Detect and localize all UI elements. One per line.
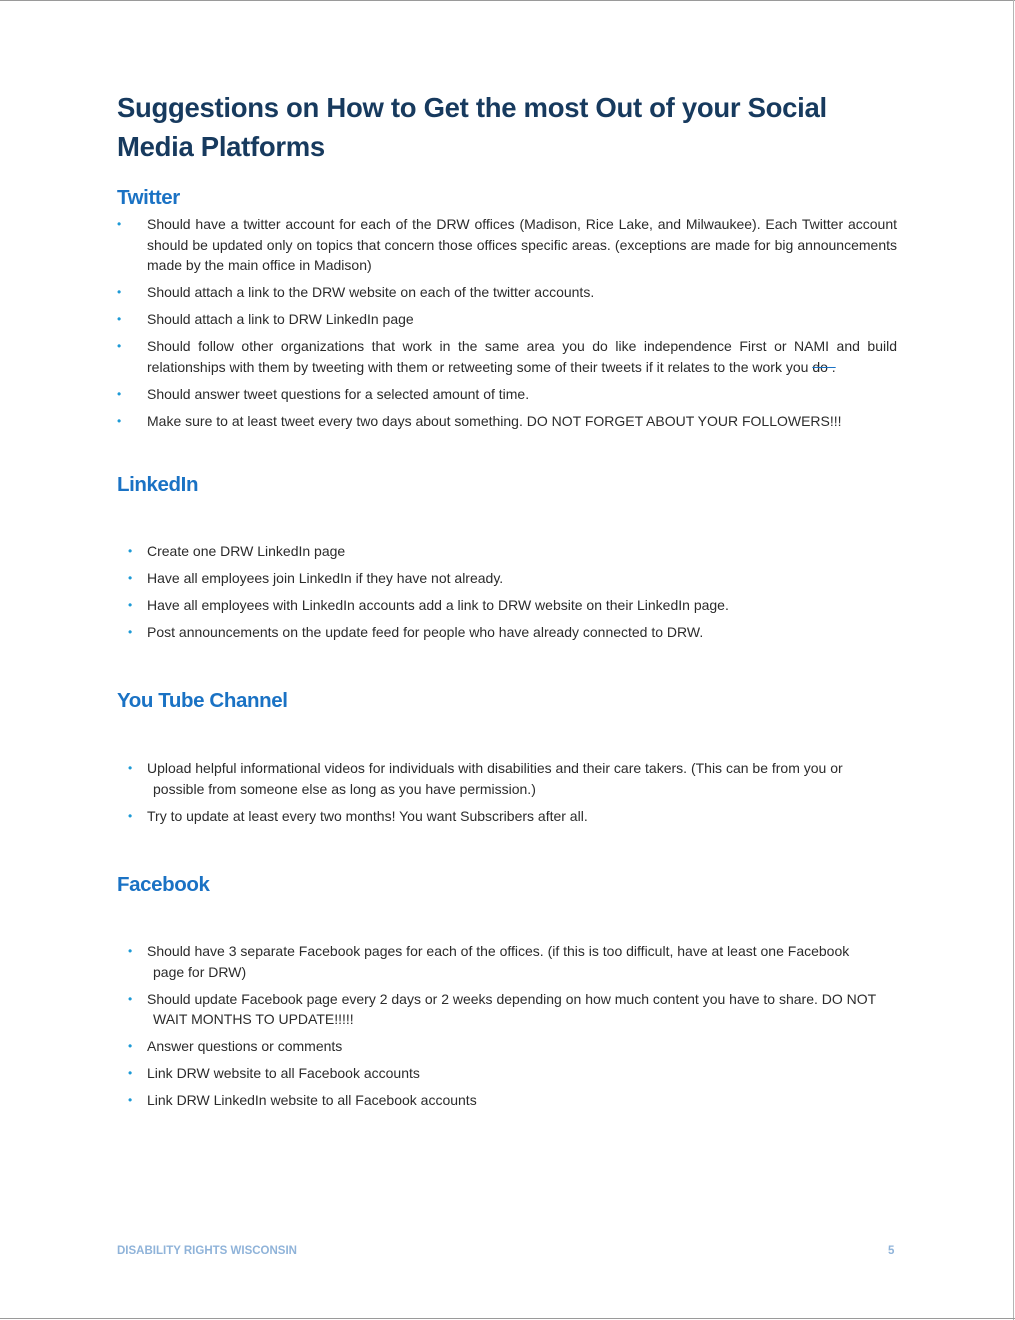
page-top-border [0,0,1015,1]
list-item [117,941,897,982]
bullet-icon: • [117,386,122,401]
facebook-list [117,941,897,1117]
facebook-heading: Facebook [117,873,210,896]
list-item-text: Link DRW website to all Facebook accounts [147,1065,420,1081]
list-item [117,214,897,276]
bullet-icon: • [117,339,122,353]
list-item [117,1063,897,1084]
list-item [117,1090,897,1111]
linkedin-list [117,541,897,649]
footer-organization: DISABILITY RIGHTS WISCONSIN [117,1245,297,1257]
bullet-icon: • [117,413,122,428]
bullet-icon: • [128,991,133,1006]
list-item [117,411,897,432]
list-item-text: Should answer tweet questions for a selected amount of time. [147,385,530,402]
list-item-text: Make sure to at least tweet every two days about something. DO NOT FORGET ABOUT YOUR FOLLOWERS!!! [147,412,842,429]
bullet-icon: • [117,285,122,299]
bullet-icon: • [128,625,133,639]
list-item [117,541,897,562]
twitter-heading: Twitter [117,186,180,209]
list-item-text: Should have 3 separate Facebook pages for each of the offices. (if this is too difficult, have at least one Facebook [147,943,850,959]
list-item-text: Should attach a link to the DRW website on each of the twitter accounts. [147,284,595,300]
list-item-text: Try to update at least every two months! You want Subscribers after all. [147,807,588,824]
twitter-list [117,214,897,438]
list-item [117,758,897,799]
list-item [117,595,897,616]
list-item-text: Should update Facebook page every 2 days or 2 weeks depending on how much content you have to share. DO NOT [147,990,877,1007]
list-item [117,282,897,303]
list-item-text: Answer questions or comments [147,1038,343,1054]
list-item [117,1036,897,1057]
list-item [117,989,897,1030]
bullet-icon: • [128,808,133,823]
bullet-icon: • [128,761,133,775]
bullet-icon: • [128,1039,133,1053]
page-number: 5 [888,1245,895,1257]
bullet-icon: • [128,1093,133,1107]
list-item-text: Upload helpful informational videos for individuals with disabilities and their care takers. (This can be from you or [147,760,843,776]
list-item-text: Should have a twitter account for each of the DRW offices (Madison, Rice Lake, and Milwaukee). Each Twitter account should be updated only on topics that concern those offices specific areas. (exceptions are made for big announcements made by the main office in Madison) [147,216,897,273]
list-item [117,568,897,589]
bullet-icon: • [128,1066,133,1080]
bullet-icon: • [128,944,133,958]
tracked-deletion: do . [812,358,836,375]
list-item-text-continued: WAIT MONTHS TO UPDATE!!!!! [153,1011,354,1027]
page-right-border [1013,0,1014,1320]
bullet-icon: • [128,571,133,585]
list-item [117,336,897,377]
youtube-list [117,758,897,833]
youtube-heading: You Tube Channel [117,689,288,712]
list-item-text: Have all employees join LinkedIn if they have not already. [147,570,504,586]
page-bottom-border [0,1318,1015,1319]
list-item-text: Should follow other organizations that work in the same area you do like independence First or NAMI and build relationships with them by tweeting with them or retweeting some of their tweets if it relates to the work you [147,338,897,375]
list-item [117,806,897,827]
linkedin-heading: LinkedIn [117,473,199,496]
list-item-text: Post announcements on the update feed for people who have already connected to DRW. [147,624,704,640]
list-item-text: Create one DRW LinkedIn page [147,543,346,559]
list-item [117,384,897,405]
bullet-icon: • [117,312,122,326]
list-item-text: Have all employees with LinkedIn accounts add a link to DRW website on their LinkedIn page. [147,597,729,613]
list-item-text: Should attach a link to DRW LinkedIn page [147,311,414,327]
list-item [117,622,897,643]
bullet-icon: • [117,217,122,231]
bullet-icon: • [128,544,133,558]
bullet-icon: • [128,598,133,612]
list-item [117,309,897,330]
list-item-text: Link DRW LinkedIn website to all Facebook accounts [147,1092,477,1108]
list-item-text-continued: possible from someone else as long as you have permission.) [153,780,536,797]
document-title: Suggestions on How to Get the most Out of your Social Media Platforms [117,92,827,162]
list-item-text-continued: page for DRW) [153,963,247,980]
